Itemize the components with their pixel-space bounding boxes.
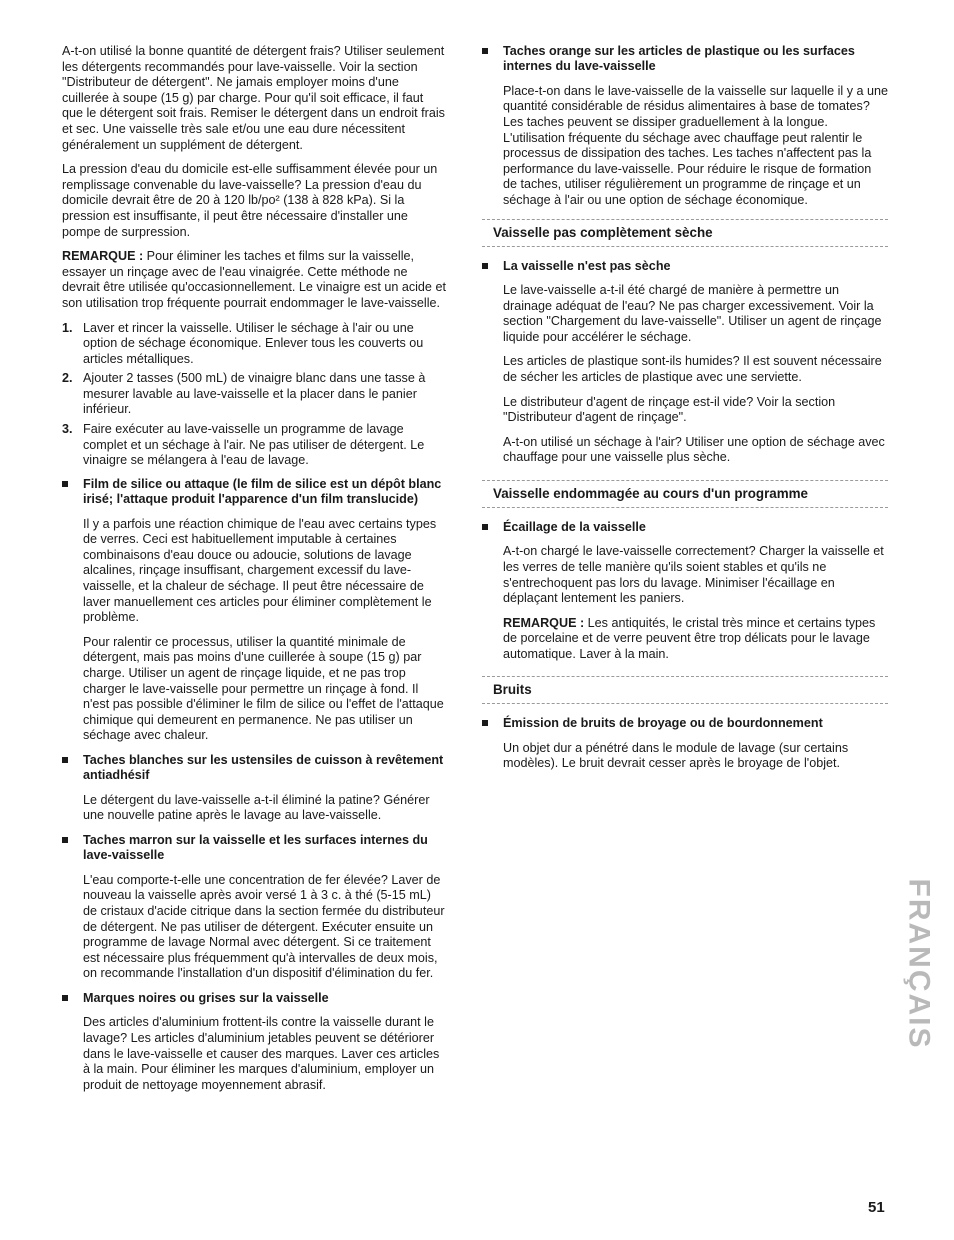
bullet-square-icon	[482, 720, 488, 726]
note-vinegar	[62, 249, 447, 311]
bullet-square-icon	[62, 757, 68, 763]
paragraph-detergent: A-t-on utilisé la bonne quantité de détergent frais? Utiliser seulement les détergents recommandés pour lave-vaisselle. Voir la section "Distributeur de détergent". Ne jamais employer moins d'une cuillerée à soupe (15 g) par charge. Pour qu'il soit efficace, il faut que le détergent soit frais. Remiser le détergent dans un endroit frais et sec. Une vaisselle très sale et/ou une eau dure nécessitent généralement un supplément de détergent.	[62, 44, 445, 152]
paragraph-water-pressure: La pression d'eau du domicile est-elle suffisamment élevée pour un remplissage convenable du lave-vaisselle? La pression d'eau du domicile devrait être de 20 à 120 lb/po² (138 à 828 kPa). Si la pression est insuffisante, il peut être nécessaire d'installer une pompe de surpression.	[62, 162, 438, 239]
step-item	[62, 321, 447, 368]
vinegar-steps	[62, 321, 447, 469]
paragraph-chipping: A-t-on chargé le lave-vaisselle correctement? Charger la vaisselle et les verres de telle manière qu'ils soient stables et qu'ils ne s'entrechoquent pas lors du lavage. Minimiser l'écaillage en déplaçant lentement les paniers.	[503, 544, 884, 606]
paragraph-rinse-dispenser: Le distributeur d'agent de rinçage est-il vide? Voir la section "Distributeur d'agent de rinçage".	[503, 394, 836, 425]
paragraph-brown-stains: L'eau comporte-t-elle une concentration de fer élevée? Laver de nouveau la vaisselle après avoir versé 1 à 3 c. à thé (5-15 mL) de cristaux d'acide citrique dans la section fermée du distributeur de détergent. Ne pas utiliser de détergent. Exécuter ensuite un programme de lavage Normal avec détergent. Si ce traitement est nécessaire plus fréquemment qu'à intervalles de deux mois, on recommande l'installation d'un dispositif d'élimination du fer.	[83, 872, 445, 981]
paragraph-loading-drainage: Le lave-vaisselle a-t-il été chargé de manière à permettre un drainage adéquat de l'eau? Ne pas charger excessivement. Voir la section "Chargement du lave-vaisselle". Utiliser un agent de rinçage liquide pour accélérer le séchage.	[503, 282, 882, 344]
step-text: Ajouter 2 tasses (500 mL) de vinaigre blanc dans une tasse à mesurer lavable au lave-vaisselle et la placer dans le panier inférieur.	[83, 371, 426, 417]
bullet-heading-text: Taches blanches sur les ustensiles de cuisson à revêtement antiadhésif	[83, 752, 444, 783]
bullet-heading-white-spots	[62, 753, 447, 784]
bullet-heading-silica-film	[62, 477, 447, 508]
step-number: 3.	[62, 422, 73, 437]
page-number: 51	[868, 1199, 885, 1216]
paragraph-silica-prevention: Pour ralentir ce processus, utiliser la quantité minimale de détergent, mais pas moins d'une cuillerée à soupe (15 g) par charge. Utiliser un agent de rinçage liquide, et ne pas trop charger le lave-vaisselle pour permettre un rinçage à fond. Il n'est pas possible d'éliminer le film de silice ou l'effet de l'attaque chimique qui demeurent en permanence. Ne pas utiliser un séchage avec chaleur.	[83, 634, 444, 743]
bullet-heading-text: Taches marron sur la vaisselle et les surfaces internes du lave-vaisselle	[83, 832, 428, 863]
bullet-heading-text: Film de silice ou attaque (le film de silice est un dépôt blanc irisé; l'attaque produit l'apparence d'un film translucide)	[83, 476, 442, 507]
bullet-heading-text: Écaillage de la vaisselle	[503, 519, 646, 534]
step-text: Faire exécuter au lave-vaisselle un programme de lavage complet et un séchage à l'air. Ne pas utiliser de détergent. Le vinaigre se mélangera à l'eau de lavage.	[83, 422, 425, 468]
paragraph-plastic-wet: Les articles de plastique sont-ils humides? Il est souvent nécessaire de sécher les articles de plastique avec une serviette.	[503, 354, 882, 384]
note-text: Pour éliminer les taches et films sur la vaisselle, essayer un rinçage avec de l'eau vinaigrée. Cette méthode ne devrait être utilisée qu'occasionnellement. Le vinaigre est un acide et son utilisation trop fréquente pourrait endommager le lave-vaisselle.	[62, 249, 446, 310]
step-number: 2.	[62, 371, 73, 386]
paragraph-orange-stains: Place-t-on dans le lave-vaisselle de la vaisselle sur laquelle il y a une quantité considérable de résidus alimentaires à base de tomates? Les taches peuvent se dissiper graduellement à la longue. L'utilisation fréquente du séchage avec chauffage peut ralentir le processus de dissipation des taches. Les taches n'affectent pas la performance du lave-vaisselle. Pour réduire le risque de formation de taches, utiliser régulièrement un programme de rinçage et un séchage à l'air ou une option de séchage économique.	[503, 83, 889, 207]
paragraph-black-marks: Des articles d'aluminium frottent-ils contre la vaisselle durant le lavage? Les articles d'aluminium jetables peuvent se détériorer dans le lave-vaisselle et causer des marques. Laver ces articles à la main. Pour éliminer les marques d'aluminium, employer un produit de nettoyage moyennement abrasif.	[83, 1015, 440, 1092]
paragraph-grinding-noise: Un objet dur a pénétré dans le module de lavage (sur certains modèles). Le bruit devrait cesser après le broyage de l'objet.	[503, 740, 849, 771]
bullet-heading-chipping	[482, 520, 888, 535]
step-item	[62, 371, 447, 418]
left-column	[62, 44, 447, 1102]
bullet-heading-text: Émission de bruits de broyage ou de bourdonnement	[503, 716, 823, 731]
language-tab	[900, 858, 936, 1070]
bullet-heading-grinding-noise	[482, 716, 888, 731]
bullet-heading-orange-stains	[482, 44, 888, 75]
section-heading-not-dry: Vaisselle pas complètement sèche	[482, 219, 888, 247]
bullet-square-icon	[482, 524, 488, 530]
bullet-heading-black-marks	[62, 991, 447, 1006]
note-label: REMARQUE :	[62, 249, 144, 264]
note-text: Les antiquités, le cristal très mince et certains types de porcelaine et de verre peuvent être trop délicats pour le lavage automatique. Laver à la main.	[503, 615, 876, 661]
bullet-heading-text: Marques noires ou grises sur la vaisselle	[83, 990, 329, 1005]
bullet-square-icon	[482, 263, 488, 269]
section-heading-damaged: Vaisselle endommagée au cours d'un programme	[482, 480, 888, 508]
bullet-square-icon	[62, 481, 68, 487]
bullet-heading-dishes-not-dry	[482, 259, 888, 274]
bullet-square-icon	[62, 837, 68, 843]
paragraph-white-spots: Le détergent du lave-vaisselle a-t-il éliminé la patine? Générer une nouvelle patine après le lavage au lave-vaisselle.	[83, 792, 430, 823]
language-tab-label: FRANÇAIS	[902, 878, 935, 1050]
bullet-heading-text: La vaisselle n'est pas sèche	[503, 258, 671, 273]
bullet-heading-brown-stains	[62, 833, 447, 864]
section-heading-noises: Bruits	[482, 676, 888, 704]
step-text: Laver et rincer la vaisselle. Utiliser le séchage à l'air ou une option de séchage économique. Enlever tous les couverts ou articles métalliques.	[83, 320, 424, 366]
step-number: 1.	[62, 320, 73, 335]
paragraph-silica-cause: Il y a parfois une réaction chimique de l'eau avec certains types de verres. Ceci est habituellement imputable à certaines combinaisons d'eau douce ou adoucie, solutions de lavage alcalines, rinçage insuffisant, chargement excessif du lave-vaisselle, et la chaleur de séchage. Il peut être nécessaire de laver manuellement ces articles pour éliminer complètement le problème.	[83, 516, 437, 625]
step-item	[62, 422, 447, 469]
bullet-square-icon	[62, 995, 68, 1001]
bullet-heading-text: Taches orange sur les articles de plastique ou les surfaces internes du lave-vaisselle	[503, 44, 855, 74]
note-delicate-items	[503, 616, 888, 663]
note-label: REMARQUE :	[503, 615, 585, 630]
bullet-square-icon	[482, 48, 488, 54]
paragraph-air-dry: A-t-on utilisé un séchage à l'air? Utiliser une option de séchage avec chauffage pour une vaisselle plus sèche.	[503, 434, 885, 465]
right-column	[482, 44, 888, 781]
